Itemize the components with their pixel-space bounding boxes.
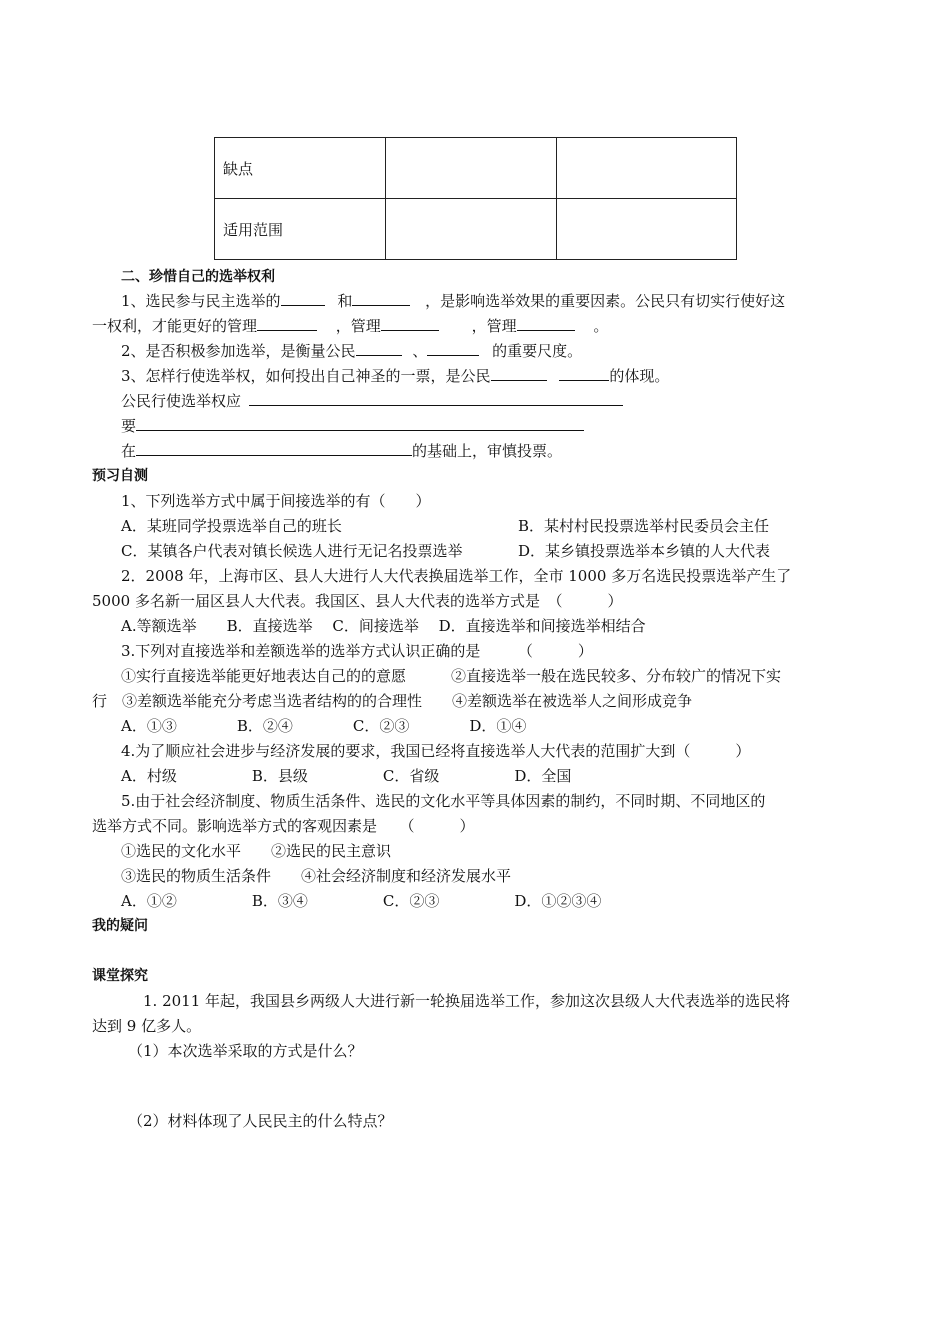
- fill-blank: [491, 366, 547, 381]
- fill-blank: [356, 341, 402, 356]
- table-row-label: 适用范围: [215, 199, 386, 260]
- option-text: A．某班同学投票选举自己的班长: [121, 517, 342, 535]
- paragraph-line: 达到 9 亿多人。: [92, 1017, 202, 1035]
- fill-blank: [257, 316, 317, 331]
- statement-text: ①实行直接选举能更好地表达自己的的意愿 ②直接选举一般在选民较多、分布较广的情况下实: [121, 667, 782, 685]
- paragraph-line: 1、选民参与民主选举的 和 ，是影响选举效果的重要因素。公民只有切实行使好这: [121, 292, 786, 310]
- option-text: A.等额选举 B．直接选举 C．间接选举 D．直接选举和间接选举相结合: [121, 617, 646, 635]
- table-row: [215, 199, 737, 260]
- statement-text: 行 ③差额选举能充分考虑当选者结构的的合理性 ④差额选举在被选举人之间形成竞争: [92, 692, 693, 710]
- paragraph-line: 1. 2011 年起，我国县乡两级人大进行新一轮换届选举工作，参加这次县级人大代表选举的选民将: [143, 992, 791, 1010]
- fill-blank: [517, 316, 575, 331]
- option-text: A．①② B．③④ C．②③ D．①②③④: [121, 892, 602, 910]
- sub-question: （2）材料体现了人民民主的什么特点？: [128, 1112, 393, 1130]
- table-cell: [386, 199, 557, 260]
- paragraph-line: 一权利，才能更好的管理 ，管理 ，管理 。: [92, 317, 609, 335]
- fill-blank: [559, 366, 609, 381]
- option-text: D．某乡镇投票选举本乡镇的人大代表: [518, 542, 771, 560]
- paragraph-line: 2、是否积极参加选举，是衡量公民 、 的重要尺度。: [121, 342, 583, 360]
- table-cell: [557, 138, 737, 199]
- fill-blank: [281, 291, 325, 306]
- table-row-label: 缺点: [215, 138, 386, 199]
- statement-text: ③选民的物质生活条件 ④社会经济制度和经济发展水平: [121, 867, 512, 885]
- section-heading: 预习自测: [92, 468, 148, 484]
- question-text: 5000 多名新一届区县人大代表。我国区、县人大代表的选举方式是 （ ）: [92, 592, 623, 610]
- paragraph-line: 3、怎样行使选举权，如何投出自己神圣的一票，是公民 的体现。: [121, 367, 670, 385]
- option-text: A．①③ B．②④ C．②③ D．①④: [121, 717, 527, 735]
- section-heading: 二、珍惜自己的选举权利: [121, 269, 275, 285]
- question-text: 5.由于社会经济制度、物质生活条件、选民的文化水平等具体因素的制约，不同时期、不同地区的: [121, 792, 766, 810]
- table-row: [215, 138, 737, 199]
- fill-blank: [136, 416, 584, 431]
- comparison-table: [214, 137, 737, 260]
- paragraph-line: 在 的基础上，审慎投票。: [121, 442, 563, 460]
- fill-blank: [136, 441, 412, 456]
- paragraph-line: 公民行使选举权应: [121, 391, 623, 411]
- table-cell: [557, 199, 737, 260]
- option-text: A．村级 B．县级 C．省级 D．全国: [121, 767, 572, 785]
- question-text: 4.为了顺应社会进步与经济发展的要求，我国已经将直接选举人大代表的范围扩大到（ ）: [121, 742, 751, 760]
- section-heading: 课堂探究: [92, 968, 148, 984]
- question-text: 3.下列对直接选举和差额选举的选举方式认识正确的是 （ ）: [121, 642, 593, 660]
- fill-blank: [427, 341, 479, 356]
- question-text: 1、下列选举方式中属于间接选举的有（ ）: [121, 492, 431, 510]
- fill-blank: [381, 316, 439, 331]
- section-heading: 我的疑问: [92, 918, 148, 934]
- sub-question: （1）本次选举采取的方式是什么？: [128, 1042, 363, 1060]
- fill-blank: [352, 291, 410, 306]
- question-text: 2．2008 年，上海市区、县人大进行人大代表换届选举工作，全市 1000 多万名选民投票选举产生了: [121, 567, 792, 585]
- paragraph-line: 要: [121, 416, 584, 436]
- statement-text: ①选民的文化水平 ②选民的民主意识: [121, 842, 392, 860]
- fill-blank: [249, 391, 623, 406]
- table-cell: [386, 138, 557, 199]
- option-text: C．某镇各户代表对镇长候选人进行无记名投票选举: [121, 542, 463, 560]
- question-text: 选举方式不同。影响选举方式的客观因素是 （ ）: [92, 817, 475, 835]
- option-text: B．某村村民投票选举村民委员会主任: [518, 517, 770, 535]
